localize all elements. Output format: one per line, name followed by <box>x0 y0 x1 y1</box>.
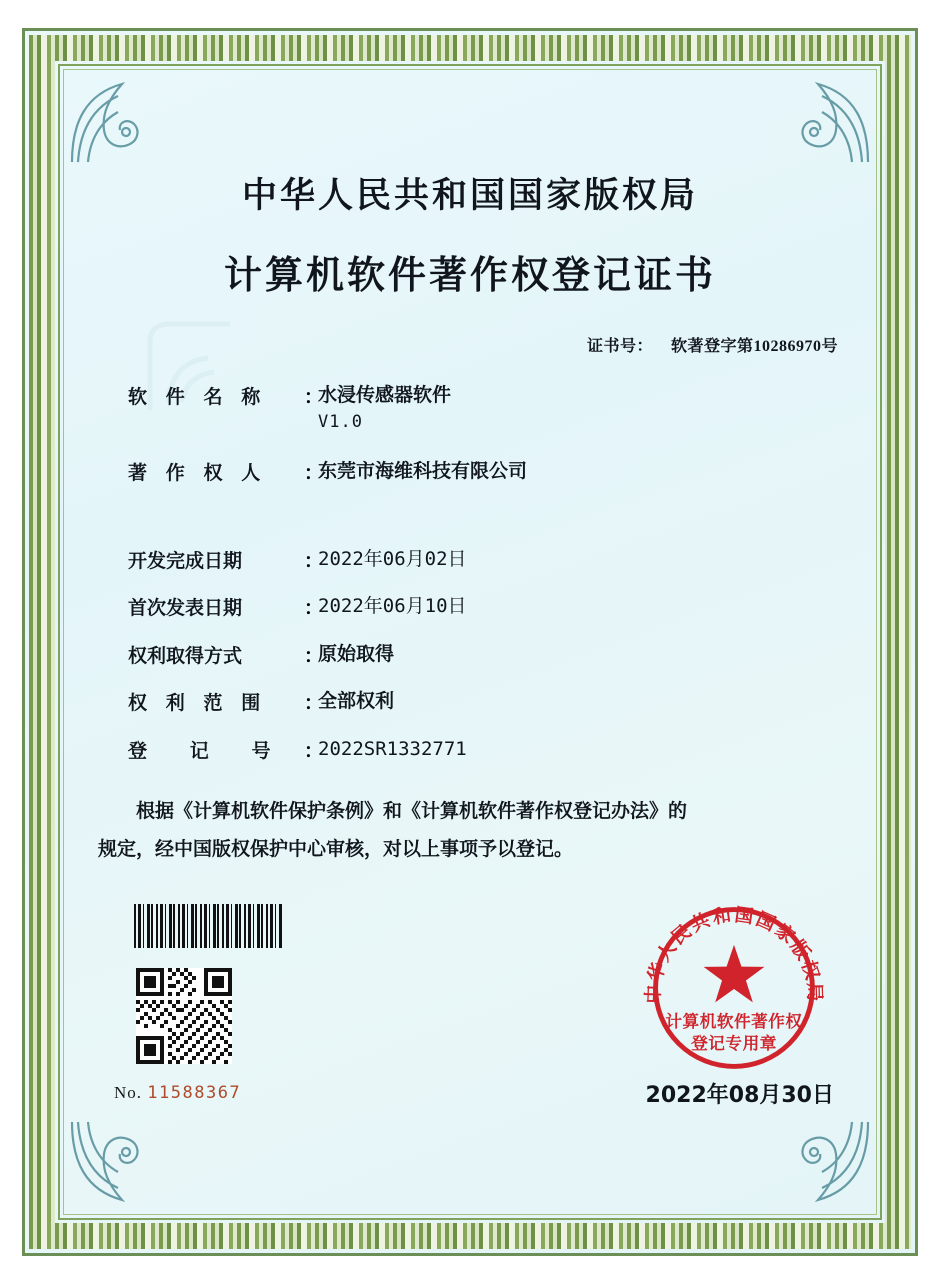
field-list <box>92 382 848 763</box>
software-version-text: V1.0 <box>318 411 363 432</box>
page-title: 中华人民共和国国家版权局 <box>241 175 698 216</box>
field-value: 原始取得 <box>318 642 395 665</box>
field-software-name <box>128 382 848 434</box>
field-label: 开发完成日期 <box>128 550 243 572</box>
qr-code <box>136 968 232 1064</box>
field-colon: ： <box>304 740 324 762</box>
software-name-text: 水浸传感器软件 <box>318 385 452 406</box>
field-value: 2022年06月10日 <box>318 595 467 618</box>
field-colon: ： <box>304 463 324 485</box>
field-label: 著 作 权 人 <box>128 463 268 485</box>
statement-paragraph <box>92 793 848 869</box>
field-rights-scope <box>128 688 848 716</box>
certificate-number-value: 软著登字第10286970号 <box>670 338 838 355</box>
field-label: 权 利 范 围 <box>128 693 268 715</box>
statement-line-2: 规定，经中国版权保护中心审核，对以上事项予以登记。 <box>98 839 574 861</box>
field-label: 首次发表日期 <box>128 598 243 620</box>
issue-date: 2022年08月30日 <box>645 1083 834 1108</box>
serial-number <box>114 1083 241 1103</box>
certificate-card <box>22 28 918 1256</box>
official-seal <box>636 890 832 1086</box>
field-first-publish-date <box>128 593 848 621</box>
serial-value: 11588367 <box>147 1083 242 1103</box>
barcode <box>134 904 282 948</box>
field-colon: ： <box>304 645 324 667</box>
field-development-date <box>128 546 848 574</box>
field-colon: ： <box>304 550 324 572</box>
statement-line-1: 根据《计算机软件保护条例》和《计算机软件著作权登记办法》的 <box>136 801 688 823</box>
svg-text:登记专用章: 登记专用章 <box>691 1032 777 1053</box>
serial-label: No. <box>114 1083 143 1102</box>
svg-text:中华人民共和国国家版权局: 中华人民共和国国家版权局 <box>643 904 825 1004</box>
certificate-number <box>92 333 848 356</box>
field-acquisition-method <box>128 641 848 669</box>
field-value: 2022SR1332771 <box>318 737 467 760</box>
field-colon: ： <box>304 387 324 408</box>
field-value: 东莞市海维科技有限公司 <box>318 461 528 483</box>
field-colon: ： <box>304 598 324 620</box>
certificate-number-label: 证书号： <box>586 338 653 355</box>
field-registration-number <box>128 736 848 764</box>
field-colon: ： <box>304 693 324 715</box>
field-label: 权利取得方式 <box>128 645 243 667</box>
field-value <box>318 382 451 434</box>
field-value: 全部权利 <box>318 690 395 713</box>
svg-text:计算机软件著作权: 计算机软件著作权 <box>665 1011 803 1032</box>
field-value: 2022年06月02日 <box>318 547 467 570</box>
page-subtitle: 计算机软件著作权登记证书 <box>223 252 716 297</box>
field-label: 登 记 号 <box>128 740 290 762</box>
field-copyright-owner <box>128 458 848 486</box>
field-label: 软 件 名 称 <box>128 387 268 408</box>
